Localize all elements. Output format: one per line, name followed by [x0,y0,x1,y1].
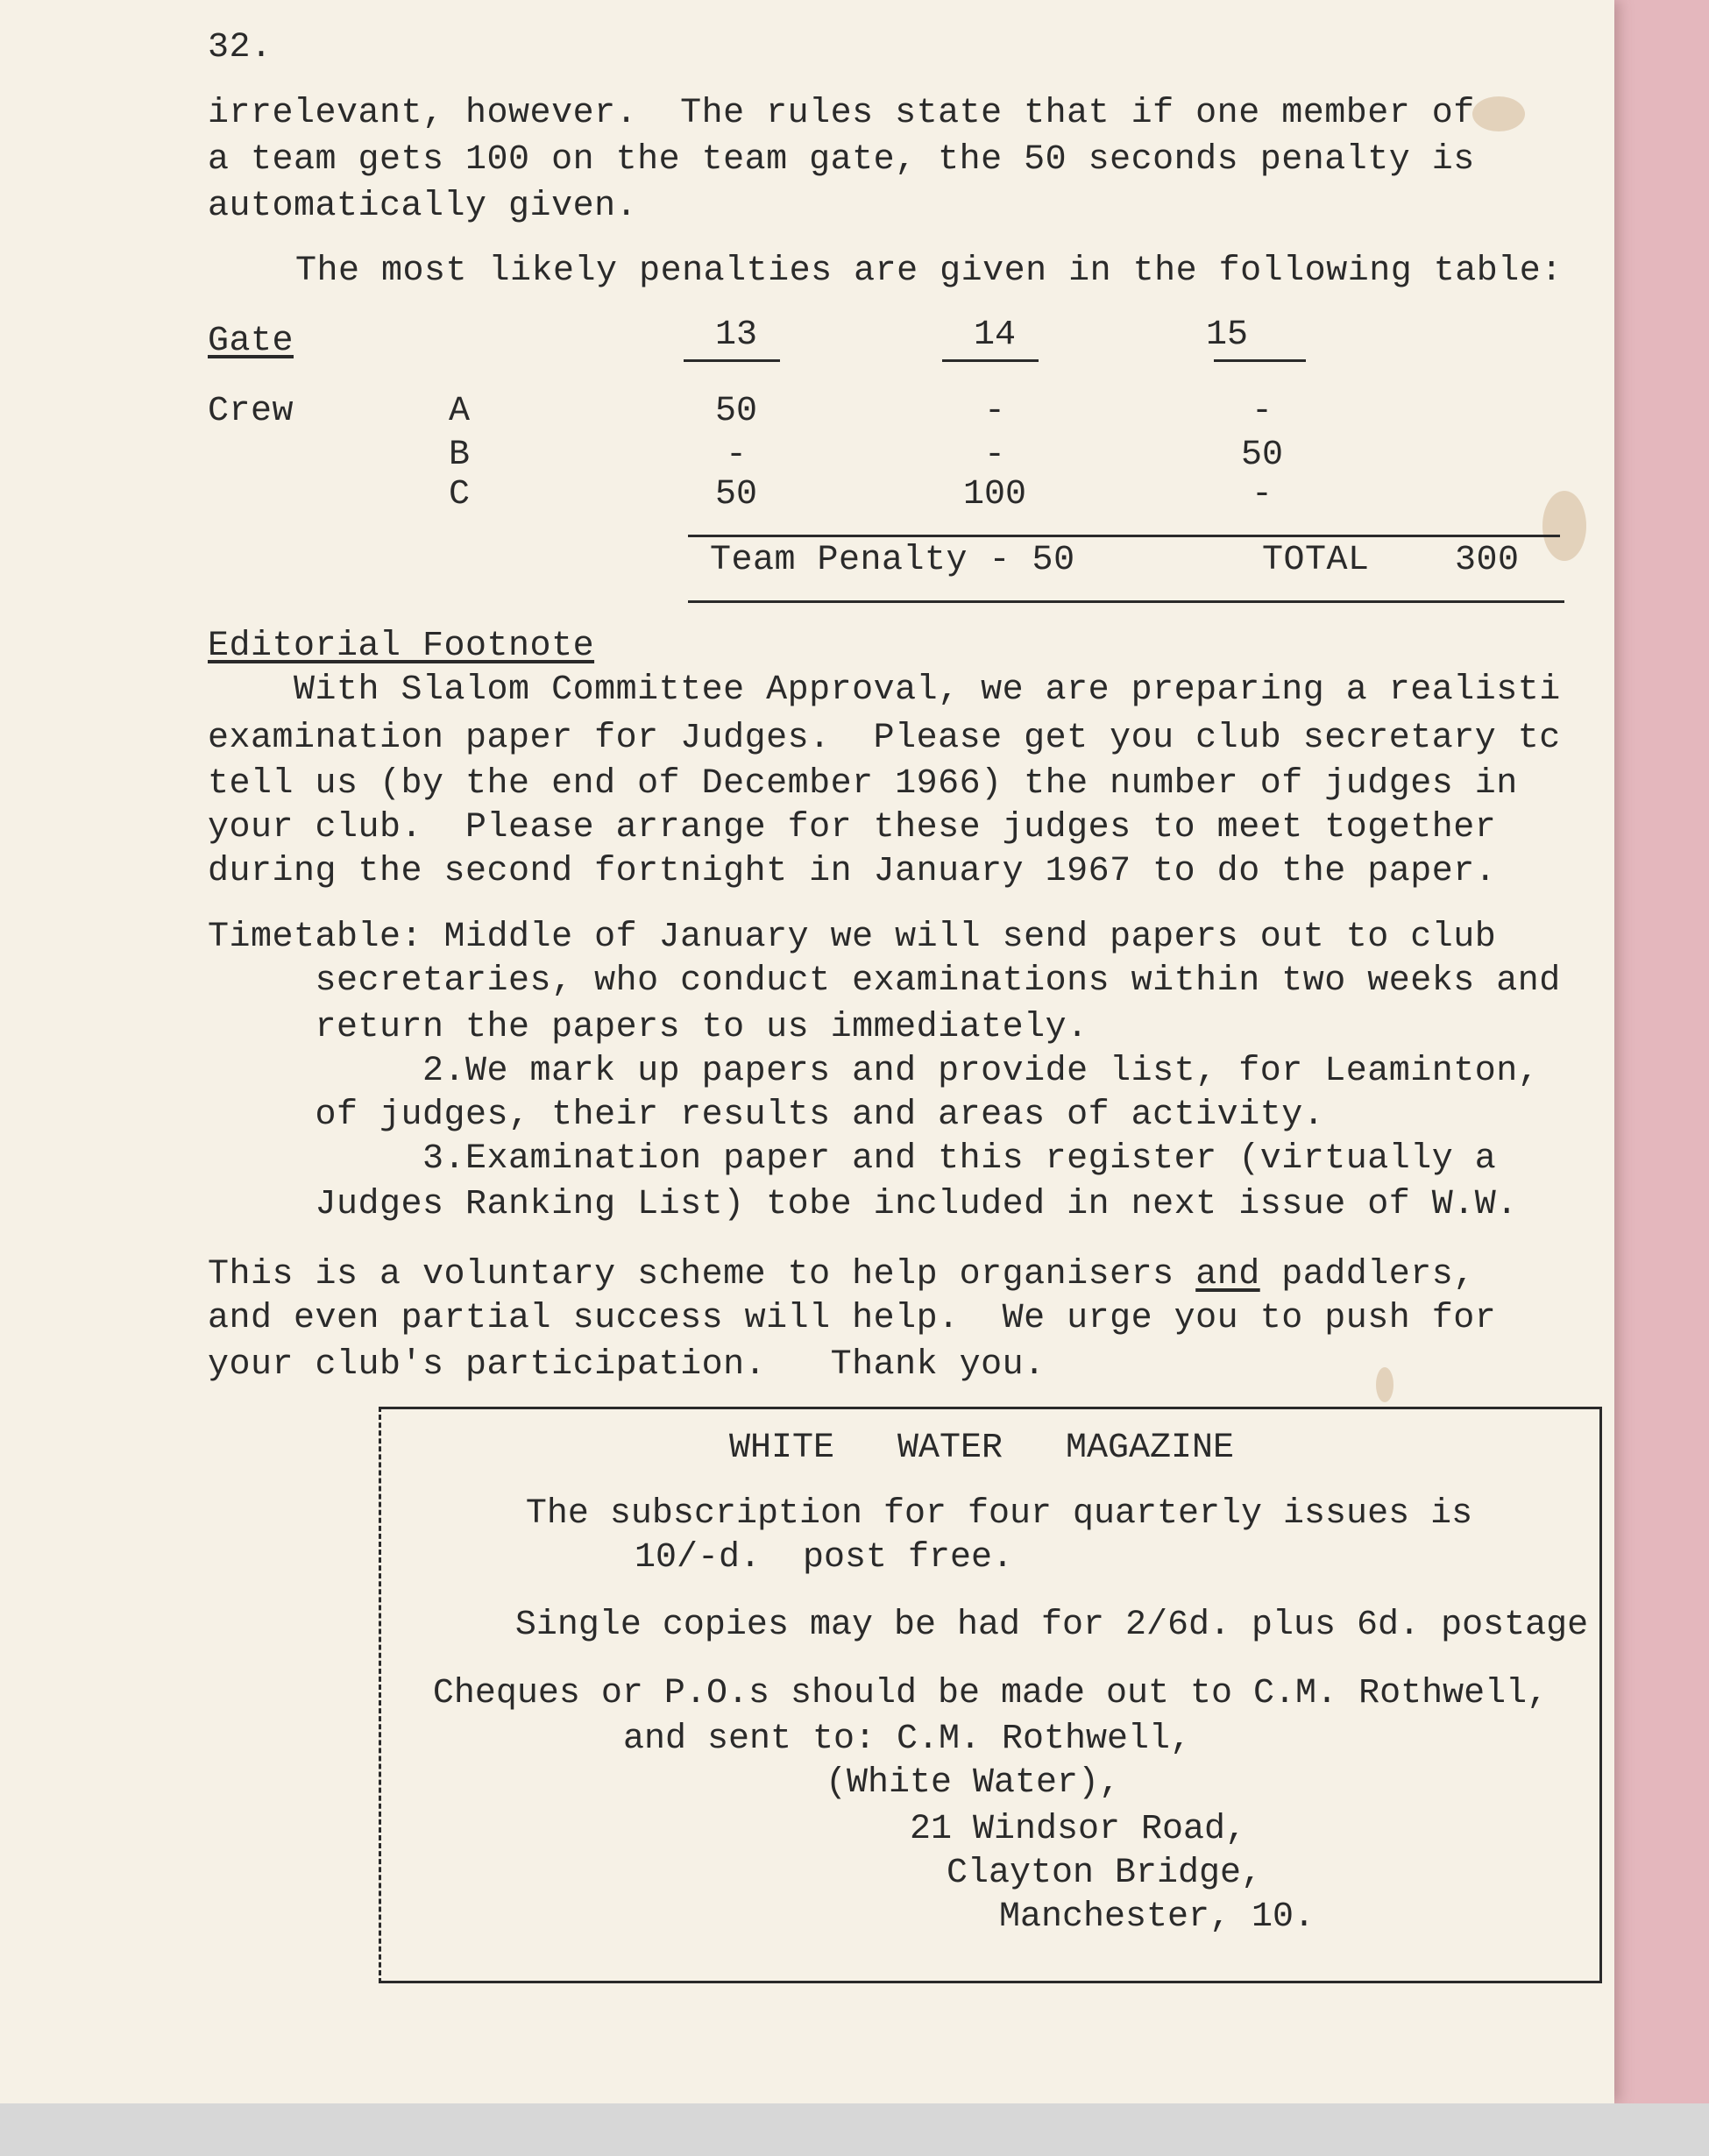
paragraph-line: automatically given. [208,187,638,226]
footnote-line: during the second fortnight in January 1967 to do the paper. [208,852,1497,891]
crew-c-gate-13: 50 [714,475,757,514]
timetable-line: Timetable: Middle of January we will send papers out to club [208,918,1497,957]
footnote-line: examination paper for Judges. Please get you club secretary tc [208,719,1561,758]
timetable-line: 2.We mark up papers and provide list, for Leaminton, [208,1052,1540,1091]
crew-label: Crew [208,392,294,431]
crew-a-gate-13: 50 [714,392,757,431]
subscription-line: The subscription for four quarterly issues is [525,1494,1473,1534]
paragraph-line: a team gets 100 on the team gate, the 50 seconds penalty is [208,140,1475,180]
closing-line-3: your club's participation. Thank you. [208,1345,1046,1385]
crew-c-gate-14: 100 [962,475,1026,514]
timetable-line: Judges Ranking List) tobe included in next issue of W.W. [208,1185,1518,1224]
footnote-heading: Editorial Footnote [208,627,595,666]
footnote-line: tell us (by the end of December 1966) the number of judges in [208,764,1518,804]
footnote-line: your club. Please arrange for these judges to meet together [208,808,1497,848]
subscription-price: 10/-d. post free. [634,1538,1014,1578]
crew-a-gate-14: - [983,392,1005,431]
crew-a-gate-15: - [1251,392,1273,431]
gate-15-header: 15 [1205,316,1248,355]
gate-13-header: 13 [714,316,757,355]
crew-a-label: A [449,392,471,431]
address-line: (White Water), [825,1763,1121,1803]
timetable-line: secretaries, who conduct examinations within two weeks and [208,961,1561,1001]
timetable-line: of judges, their results and areas of activity. [208,1096,1325,1135]
crew-b-gate-14: - [983,436,1005,475]
team-penalty: Team Penalty - 50 [710,541,1075,580]
gate-header: Gate [208,322,294,361]
page-number: 32. [208,28,273,67]
table-intro: The most likely penalties are given in the following table: [295,252,1563,291]
crew-c-label: C [449,475,471,514]
closing-line-2: and even partial success will help. We urge you to push for [208,1299,1497,1338]
magazine-title: WHITE WATER MAGAZINE [728,1429,1235,1468]
timetable-line: 3.Examination paper and this register (virtually a [208,1139,1497,1179]
crew-b-gate-13: - [725,436,747,475]
crew-c-gate-15: - [1251,475,1273,514]
single-copies-line: Single copies may be had for 2/6d. plus 6d. postage [514,1606,1589,1645]
closing-line-1: This is a voluntary scheme to help organisers and paddlers, [208,1255,1475,1294]
total-label: TOTAL [1262,541,1370,580]
cheques-line: Cheques or P.O.s should be made out to C.M. Rothwell, [432,1674,1549,1713]
address-line: 21 Windsor Road, [909,1810,1247,1849]
footnote-line: With Slalom Committee Approval, we are preparing a realisti [208,670,1561,710]
timetable-line: return the papers to us immediately. [208,1008,1089,1047]
address-line: Manchester, 10. [998,1897,1315,1937]
emphasis-and: and [1195,1255,1260,1294]
paragraph-line: irrelevant, however. The rules state that if one member of [208,94,1475,133]
gate-14-header: 14 [973,316,1016,355]
address-line: Clayton Bridge, [946,1854,1263,1893]
scan-background [0,2103,1709,2156]
total-value: 300 [1455,541,1520,580]
crew-b-label: B [449,436,471,475]
magazine-subscription-box [379,1407,1602,1983]
crew-b-gate-15: 50 [1240,436,1283,475]
address-line: and sent to: C.M. Rothwell, [622,1720,1192,1759]
